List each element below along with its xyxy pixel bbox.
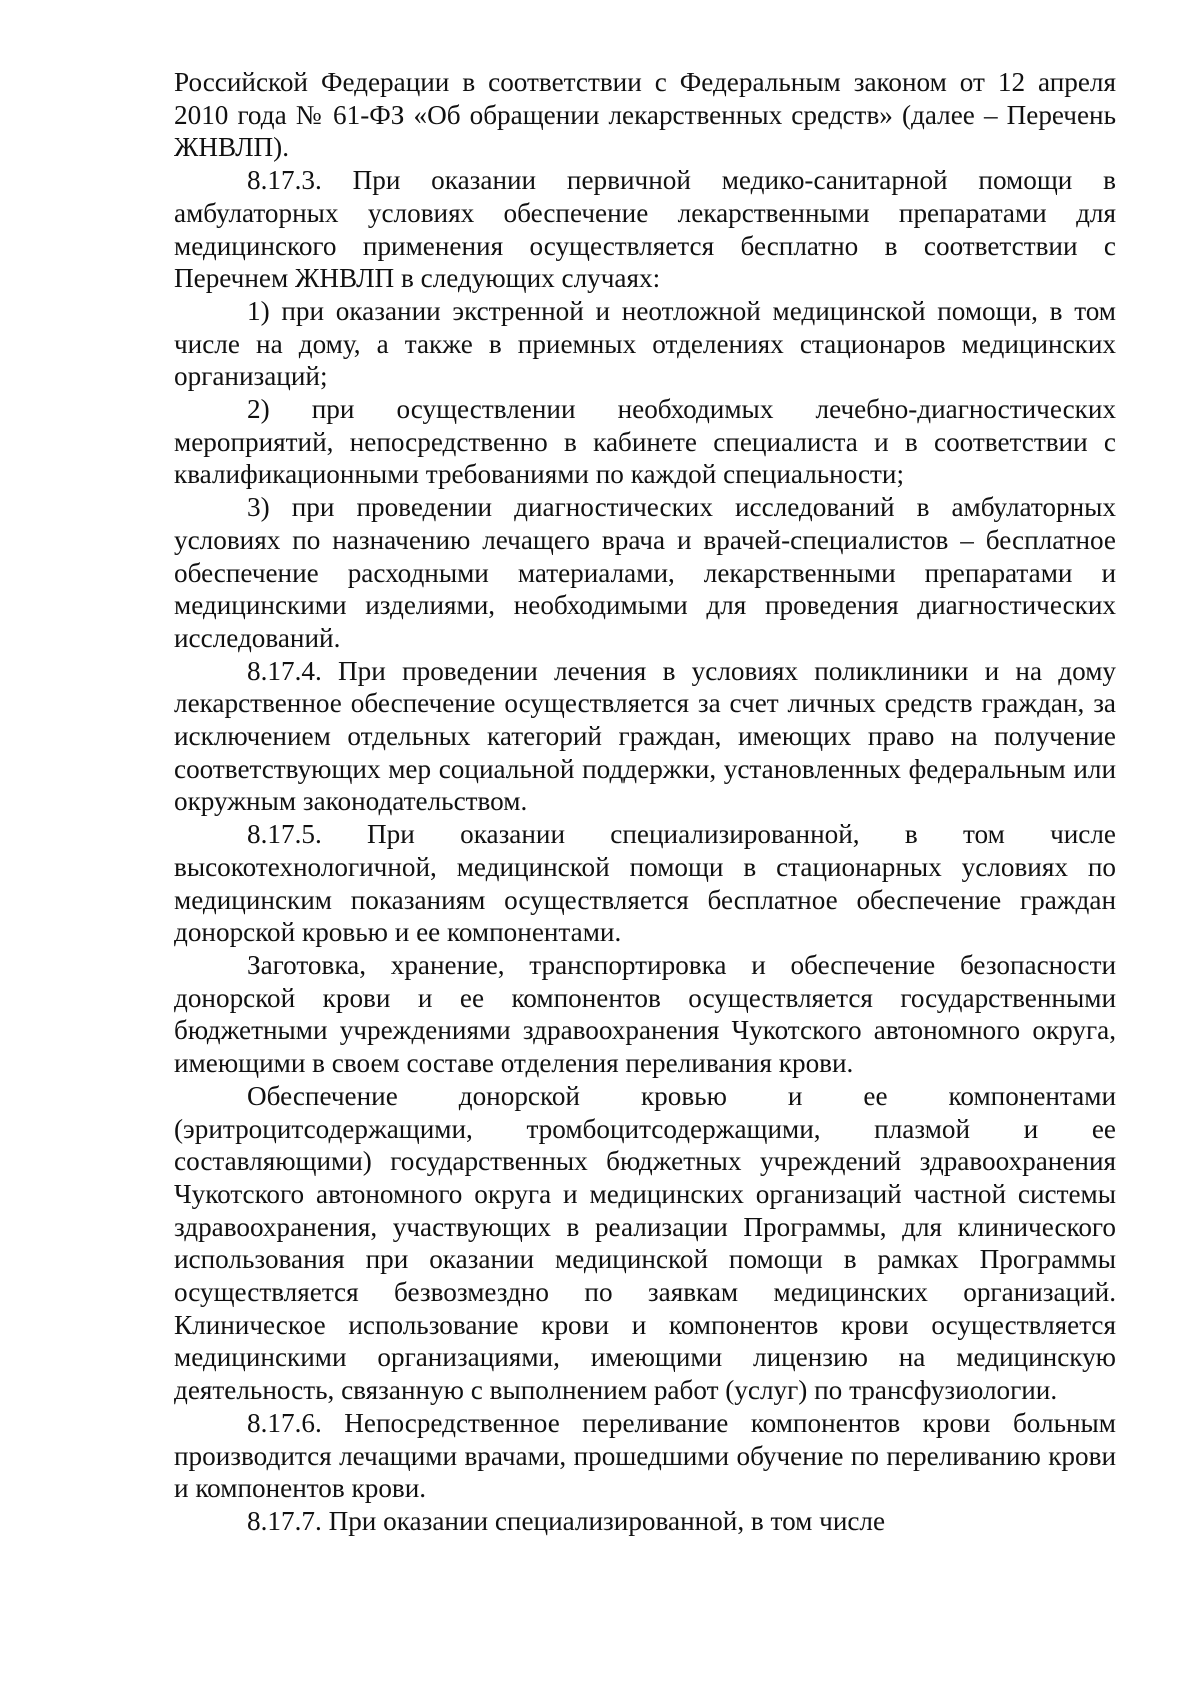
list-item-1: 1) при оказании экстренной и неотложной медицинской помощи, в том числе на дому, а также в приемных отделениях стационаров медицинских организаций; <box>174 295 1116 392</box>
paragraph-8-17-3: 8.17.3. При оказании первичной медико-санитарной помощи в амбулаторных условиях обеспечение лекарственными препаратами для медицинского применения осуществляется бесплатно в соответствии с Перечнем ЖНВЛП в следующих случаях: <box>174 165 1116 294</box>
list-item-3: 3) при проведении диагностических исследований в амбулаторных условиях по назначению лечащего врача и врачей-специалистов – бесплатное обеспечение расходными материалами, лекарственными препаратами и медицинскими изделиями, необходимыми для проведения диагностических исследований. <box>174 492 1116 653</box>
document-body <box>174 66 1116 1538</box>
paragraph-8-17-6: 8.17.6. Непосредственное переливание компонентов крови больным производится лечащими врачами, прошедшими обучение по переливанию крови и компонентов крови. <box>174 1407 1116 1504</box>
list-item-2: 2) при осуществлении необходимых лечебно-диагностических мероприятий, непосредственно в кабинете специалиста и в соответствии с квалификационными требованиями по каждой специальности; <box>174 394 1116 490</box>
paragraph-8-17-7: 8.17.7. При оказании специализированной, в том числе <box>247 1505 886 1536</box>
paragraph-8-17-5: 8.17.5. При оказании специализированной, в том числе высокотехнологичной, медицинской помощи в стационарных условиях по медицинским показаниям осуществляется бесплатное обеспечение граждан донорской кровью и ее компонентами. <box>174 819 1116 948</box>
paragraph-continuation: Российской Федерации в соответствии с Федеральным законом от 12 апреля 2010 года № 61-ФЗ «Об обращении лекарственных средств» (далее – Перечень ЖНВЛП). <box>174 67 1116 163</box>
paragraph-blood-procurement: Заготовка, хранение, транспортировка и обеспечение безопасности донорской крови и ее компонентов осуществляется государственными бюджетными учреждениями здравоохранения Чукотского автономного округа, имеющими в своем составе отделения переливания крови. <box>174 949 1116 1079</box>
paragraph-blood-supply: Обеспечение донорской кровью и ее компонентами (эритроцитсодержащими, тромбоцитсодержащими, плазмой и ее составляющими) государственных бюджетных учреждений здравоохранения Чукотского автономного округа и медицинских организаций частной системы здравоохранения, участвующих в реализации Программы, для клинического использования при оказании медицинской помощи в рамках Программы осуществляется безвозмездно по заявкам медицинских организаций. Клиническое использование крови и компонентов крови осуществляется медицинскими организациями, имеющими лицензию на медицинскую деятельность, связанную с выполнением работ (услуг) по трансфузиологии. <box>174 1080 1116 1406</box>
paragraph-8-17-4: 8.17.4. При проведении лечения в условиях поликлиники и на дому лекарственное обеспечение осуществляется за счет личных средств граждан, за исключением отдельных категорий граждан, имеющих право на получение соответствующих мер социальной поддержки, установленных федеральным или окружным законодательством. <box>174 655 1116 817</box>
